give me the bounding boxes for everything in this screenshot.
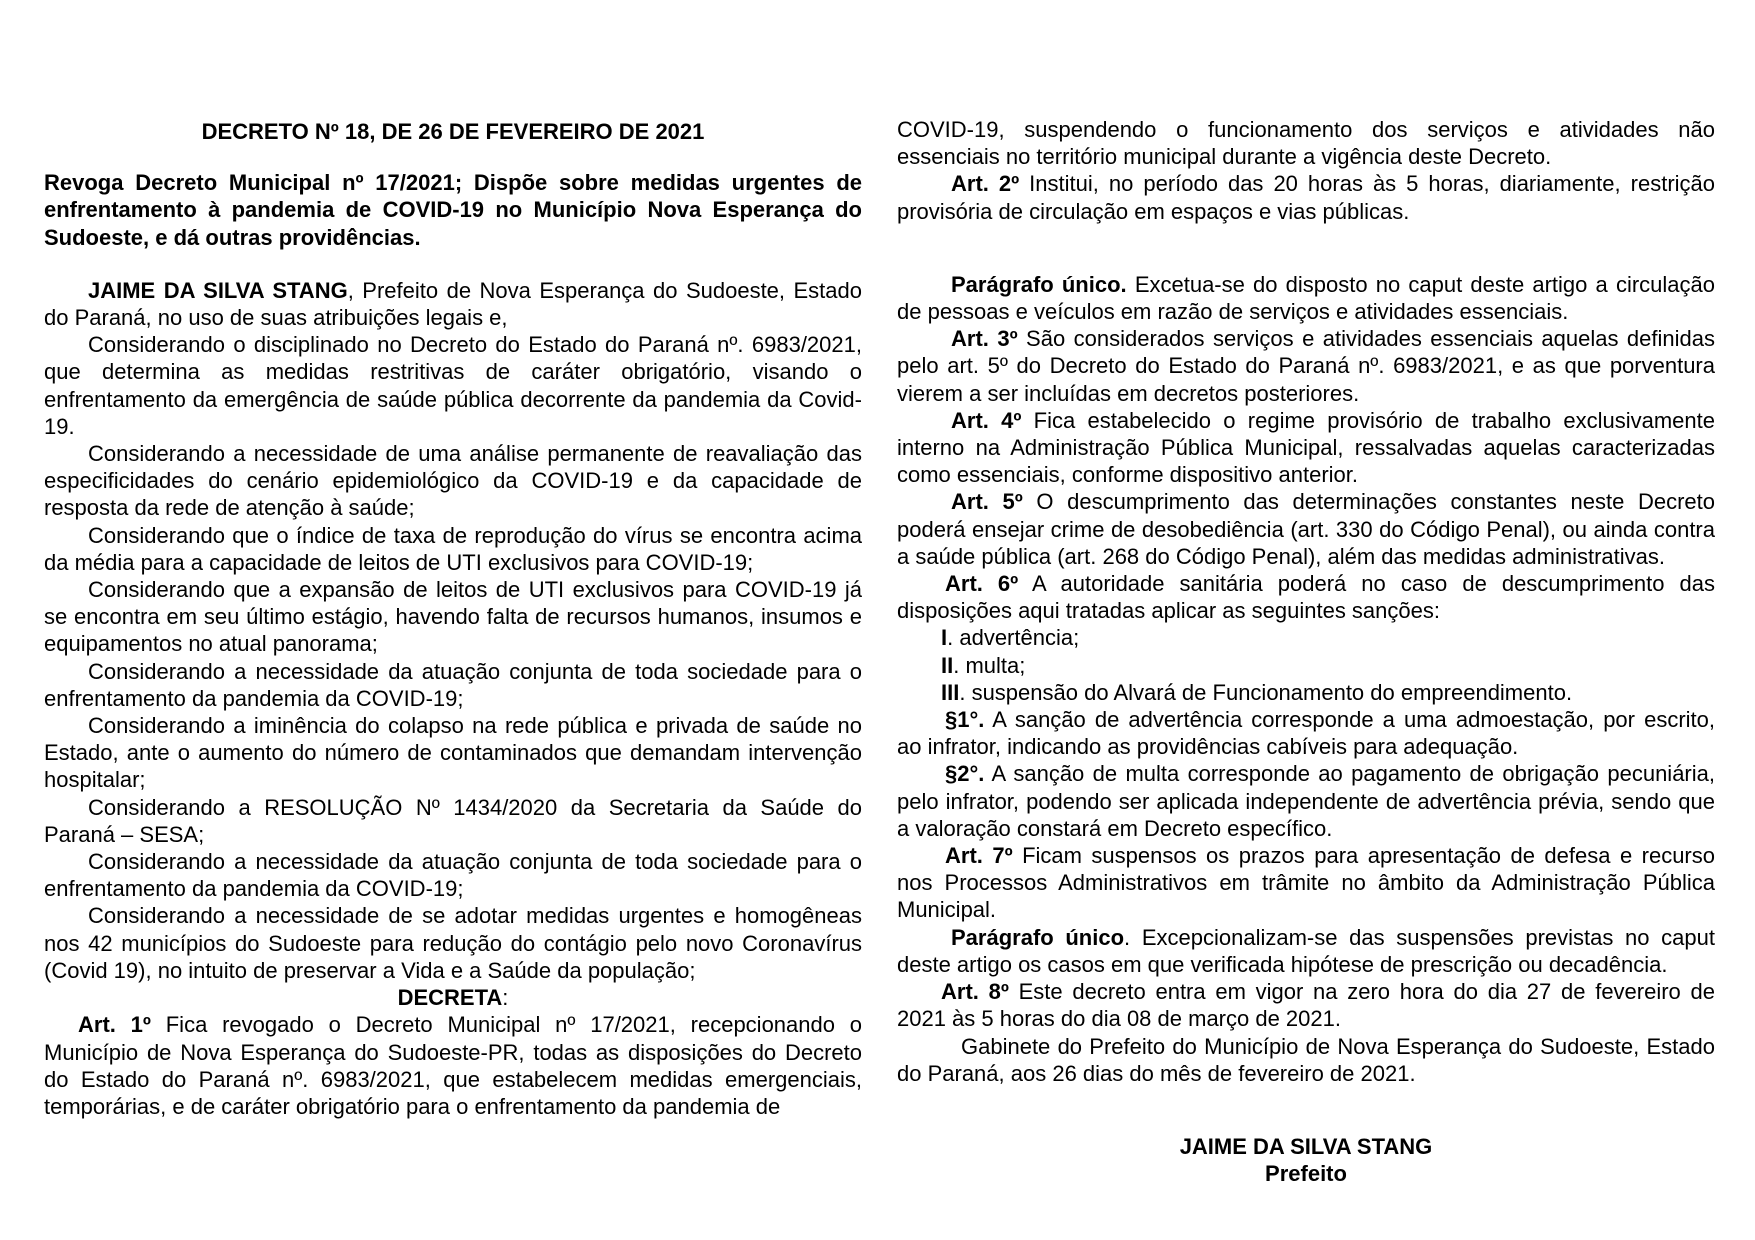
article-5-text: O descumprimento das determinações constantes neste Decreto poderá ensejar crime de desobediência (art. 330 do Código Penal), ou ainda contra a saúde pública (art. 268 do Código Penal), além das medidas administrativas. (897, 489, 1715, 569)
article-3-label: Art. 3º (951, 326, 1018, 352)
article-8 (897, 978, 1715, 1032)
inciso-2-text: . multa; (953, 652, 1026, 678)
inciso-3-number: III (941, 679, 960, 705)
considerando-3: Considerando que o índice de taxa de reprodução do vírus se encontra acima da média para a capacidade de leitos de UTI exclusivos para COVID-19; (44, 522, 862, 575)
considerando-4: Considerando que a expansão de leitos de UTI exclusivos para COVID-19 já se encontra em seu último estágio, havendo falta de recursos humanos, insumos e equipamentos no atual panorama; (44, 577, 862, 657)
inciso-2 (897, 652, 1715, 679)
signature-role: Prefeito (1265, 1161, 1347, 1187)
inciso-2-number: II (941, 652, 954, 678)
mayor-name: JAIME DA SILVA STANG (88, 277, 348, 303)
article-2-text: Institui, no período das 20 horas às 5 horas, diariamente, restrição provisória de circulação em espaços e vias públicas. (897, 171, 1715, 224)
article-1-label: Art. 1º (78, 1012, 151, 1038)
preamble (44, 277, 862, 331)
article-6-paragraph-1 (897, 706, 1715, 760)
article-2-paragraph-text: Excetua-se do disposto no caput deste artigo a circulação de pessoas e veículos em razão de serviços e atividades essenciais. (897, 271, 1716, 325)
article-1-text: Fica revogado o Decreto Municipal nº 17/2021, recepcionando o Município de Nova Esperança do Sudoeste-PR, todas as disposições do Decreto do Estado do Paraná nº. 6983/2021, que estabelecem medidas emergenciais, temporárias, e de caráter obrigatório para o enfrentamento da pandemia de (44, 1012, 862, 1119)
left-column (44, 118, 862, 1120)
article-6-paragraph-2 (897, 760, 1715, 842)
article-2-paragraph (897, 271, 1715, 325)
article-5 (897, 488, 1715, 570)
article-6 (897, 570, 1715, 624)
article-3 (897, 325, 1715, 407)
article-1-part-1 (44, 1011, 862, 1120)
article-8-text: Este decreto entra em vigor na zero hora do dia 27 de fevereiro de 2021 às 5 horas do dia 08 de março de 2021. (897, 979, 1715, 1032)
considerando-8: Considerando a necessidade da atuação conjunta de toda sociedade para o enfrentamento da pandemia da COVID-19; (44, 849, 862, 902)
article-1-part-2: COVID-19, suspendendo o funcionamento dos serviços e atividades não essenciais no território municipal durante a vigência deste Decreto. (897, 117, 1715, 170)
article-2-paragraph-label: Parágrafo único. (951, 271, 1127, 297)
decreta-suffix: : (502, 985, 509, 1011)
article-2-label: Art. 2º (951, 171, 1020, 197)
article-6-paragraph-1-text: A sanção de advertência corresponde a uma admoestação, por escrito, ao infrator, indicando as providências cabíveis para adequação. (897, 707, 1715, 760)
considerando-1: Considerando o disciplinado no Decreto do Estado do Paraná nº. 6983/2021, que determina as medidas restritivas de caráter obrigatório, visando o enfrentamento da emergência de saúde pública decorrente da pandemia da Covid-19. (44, 332, 862, 439)
article-7 (897, 842, 1715, 924)
inciso-3 (897, 679, 1715, 706)
article-7-text: Ficam suspensos os prazos para apresentação de defesa e recurso nos Processos Administrativos em trâmite no âmbito da Administração Pública Municipal. (897, 843, 1715, 923)
signature-name: JAIME DA SILVA STANG (1179, 1133, 1433, 1159)
decree-summary: Revoga Decreto Municipal nº 17/2021; Dispõe sobre medidas urgentes de enfrentamento à pandemia de COVID-19 no Município Nova Esperança do Sudoeste, e dá outras providências. (44, 170, 862, 250)
article-4-label: Art. 4º (951, 407, 1022, 433)
inciso-1 (897, 624, 1715, 651)
considerando-6: Considerando a iminência do colapso na rede pública e privada de saúde no Estado, ante o aumento do número de contaminados que demandam intervenção hospitalar; (44, 713, 862, 793)
considerando-5: Considerando a necessidade da atuação conjunta de toda sociedade para o enfrentamento da pandemia da COVID-19; (44, 658, 862, 711)
inciso-1-number: I (941, 625, 948, 651)
decreta-label: DECRETA (397, 985, 503, 1011)
article-4 (897, 407, 1715, 489)
article-8-label: Art. 8º (941, 979, 1009, 1005)
article-6-paragraph-2-text: A sanção de multa corresponde ao pagamento de obrigação pecuniária, pelo infrator, podendo ser aplicada independente de advertência prévia, sendo que a valoração constará em Decreto específico. (897, 761, 1715, 841)
considerando-2: Considerando a necessidade de uma análise permanente de reavaliação das especificidades do cenário epidemiológico da COVID-19 e da capacidade de resposta da rede de atenção à saúde; (44, 441, 862, 521)
article-6-label: Art. 6º (945, 571, 1019, 597)
considerando-7: Considerando a RESOLUÇÃO Nº 1434/2020 da Secretaria da Saúde do Paraná – SESA; (44, 794, 862, 847)
closing-text: Gabinete do Prefeito do Município de Nova Esperança do Sudoeste, Estado do Paraná, aos 26 dias do mês de fevereiro de 2021. (897, 1033, 1715, 1086)
decreta-heading (44, 984, 862, 1011)
decree-title: DECRETO Nº 18, DE 26 DE FEVEREIRO DE 2021 (201, 119, 705, 144)
article-2 (897, 170, 1715, 224)
considerando-9: Considerando a necessidade de se adotar medidas urgentes e homogêneas nos 42 municípios do Sudoeste para redução do contágio pelo novo Coronavírus (Covid 19), no intuito de preservar a Vida e a Saúde da população; (44, 903, 862, 983)
spacer (897, 1087, 1715, 1133)
article-4-text: Fica estabelecido o regime provisório de trabalho exclusivamente interno na Administração Pública Municipal, ressalvadas aquelas caracterizadas como essenciais, conforme dispositivo anterior. (897, 407, 1715, 488)
spacer (897, 225, 1715, 271)
article-6-paragraph-1-label: §1°. (945, 707, 985, 733)
article-6-paragraph-2-label: §2°. (945, 761, 985, 787)
right-column (897, 116, 1715, 1187)
article-3-text: São considerados serviços e atividades essenciais aquelas definidas pelo art. 5º do Decreto do Estado do Paraná nº. 6983/2021, e as que porventura vierem a ser incluídas em decretos posteriores. (897, 326, 1715, 406)
inciso-3-text: . suspensão do Alvará de Funcionamento do empreendimento. (959, 679, 1573, 705)
article-6-text: A autoridade sanitária poderá no caso de descumprimento das disposições aqui tratadas aplicar as seguintes sanções: (897, 571, 1715, 624)
inciso-1-text: . advertência; (947, 625, 1080, 651)
article-7-paragraph-label: Parágrafo único (951, 924, 1125, 950)
preamble-text: , Prefeito de Nova Esperança do Sudoeste, Estado do Paraná, no uso de suas atribuições legais e, (44, 277, 863, 331)
article-7-label: Art. 7º (945, 843, 1013, 869)
article-5-label: Art. 5º (951, 489, 1023, 515)
article-7-paragraph (897, 924, 1715, 978)
article-7-paragraph-text: . Excepcionalizam-se das suspensões previstas no caput deste artigo os casos em que verificada hipótese de prescrição ou decadência. (897, 924, 1715, 977)
